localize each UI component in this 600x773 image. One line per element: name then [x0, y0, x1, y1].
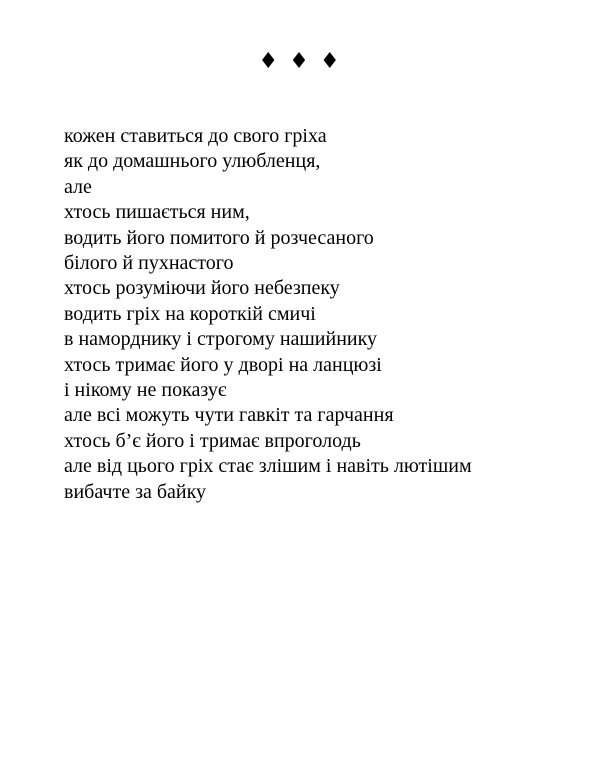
poem-text	[64, 124, 574, 505]
poem-line: хтось б’є його і тримає впроголодь	[64, 429, 361, 452]
poem-line: кожен ставиться до свого гріха	[64, 125, 327, 147]
poem-line: водить гріх на короткій смичі	[64, 302, 316, 325]
poem-line: білого й пухнастого	[64, 252, 234, 275]
poem-line: хтось пишається ним,	[64, 201, 250, 224]
poem-line: вибачте за байку	[64, 480, 207, 503]
poem-line: але	[64, 175, 92, 198]
diamond-ornament-divider: ♦ ♦ ♦	[258, 49, 342, 74]
poem-line: хтось розуміючи його небезпеку	[64, 277, 340, 300]
poem-line: в наморднику і строгому нашийнику	[64, 328, 378, 351]
poem-line: але всі можуть чути гавкіт та гарчання	[64, 404, 394, 427]
poem-line: і нікому не показує	[64, 379, 227, 402]
poem-line: водить його помитого й розчесаного	[64, 226, 374, 249]
poem-line: хтось тримає його у дворі на ланцюзі	[64, 353, 382, 376]
poem-line: але від цього гріх стає злішим і навіть лютішим	[64, 455, 472, 478]
poem-line: як до домашнього улюбленця,	[64, 150, 321, 173]
